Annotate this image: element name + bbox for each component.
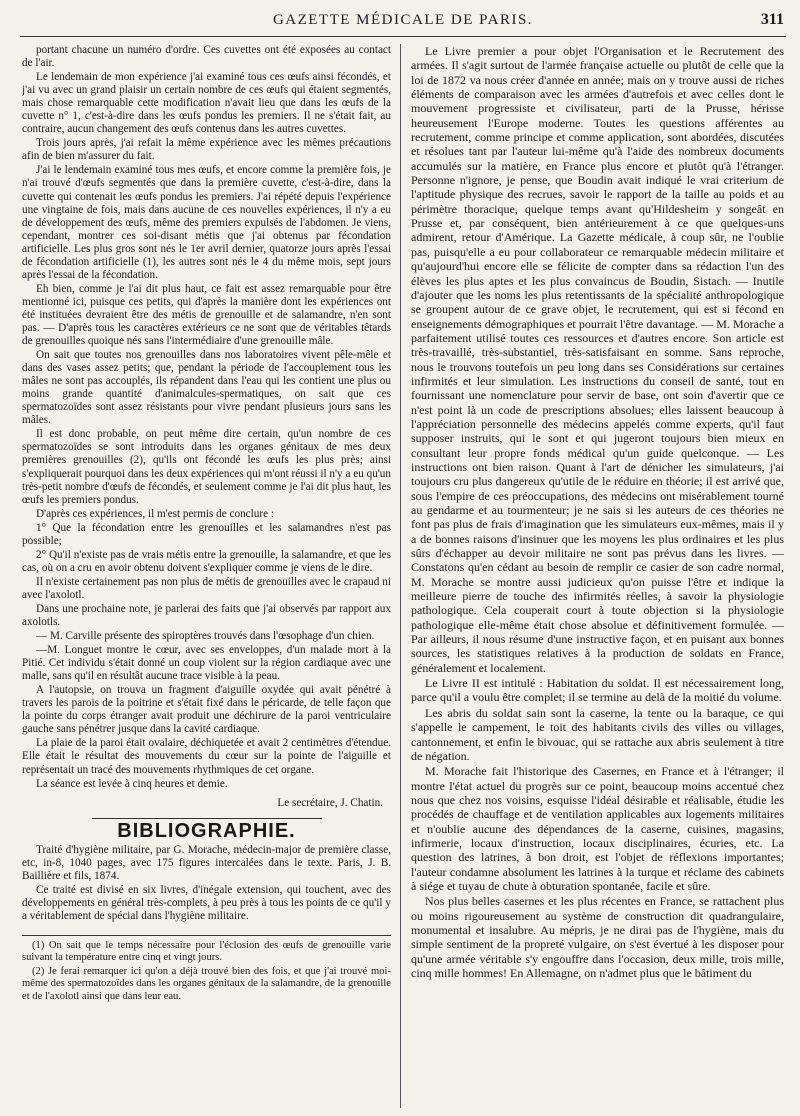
section-divider — [92, 818, 322, 819]
paragraph: Le Livre II est intitulé : Habitation du soldat. Il est nécessairement long, parce qu'il a voulu être complet; il se termine au delà de la moitié du volume. — [411, 676, 784, 705]
paragraph: On sait que toutes nos grenouilles dans nos laboratoires vivent pêle-mêle et dans des vases assez petits; que, pendant la période de l'accouplement tous les mâles ne sont pas accouplés, ils répandent dans l'eau qui les contient une plus ou moins grande quantité d'animalcules-spermatiques, on sait que ces spermatozoïdes sont assez résistants pour vivre pendant plusieurs jours sans les mâles. — [22, 349, 391, 427]
paragraph: — M. Carville présente des spiroptères trouvés dans l'œsophage d'un chien. — [36, 630, 375, 643]
conclusion-item: 2° Qu'il n'existe pas de vrais métis entre la grenouille, la salamandre, et que les cas, où on a cru en avoir obtenu doivent s'expliquer comme je viens de le dire. — [22, 548, 391, 574]
column-divider — [400, 44, 401, 1108]
paragraph: portant chacune un numéro d'ordre. Ces cuvettes ont été exposées au contact de l'air. — [22, 44, 391, 70]
page-header — [20, 10, 786, 37]
footnote: (2) Je ferai remarquer ici qu'on a déjà trouvé bien des fois, et que j'ai trouvé moi-même des spermatozoïdes dans les organes génitaux de la salamandre, de la grenouille et de l'axolotl ainsi que dans leur eau. — [22, 965, 391, 1002]
paragraph: Il est donc probable, on peut même dire certain, qu'un nombre de ces spermatozoïdes se sont introduits dans les organes génitaux de mes deux premières grenouilles (2), qu'ils ont fécondé les œufs les plus près; ainsi s'expliquerait pourquoi dans les deux expériences qui m'ont réussi il n'y a eu qu'un très-petit nombre d'œufs de fécondés, et seulement comme je l'ai dit plus haut, les œufs les premiers pondus. — [22, 428, 391, 506]
paragraph: M. Morache fait l'historique des Casernes, en France et à l'étranger; il montre l'état actuel du progrès sur ce point, beaucoup moins accentué chez nous que chez nos voisins, esquisse l'idéal désirable et réalisable, étudie les procédés de chauffage et de ventilation applicables aux logements militaires et n'oublie aucune des dépendances de la caserne, cuisines, magasins, infirmerie, locaux d'instruction, locaux disciplinaires, écuries, etc. La question des latrines, à bon droit, est l'objet de réflexions importantes; l'auteur condamne absolument les latrines à la turque et réclame des cabinets à siége et tuyau de chute à obturation spontanée, facile et sûre. — [411, 764, 784, 893]
paragraph: Les abris du soldat sain sont la caserne, la tente ou la baraque, ce qui s'appelle le campement, le toit des habitants civils des villes ou villages, cantonnement, et enfin le bivouac, qui se rattache aux abris seulement à titre de négation. — [411, 705, 784, 763]
bibliography-entry: Traité d'hygiène militaire, par G. Morache, médecin-major de première classe, etc, in-8, 1040 pages, avec 175 figures intercalées dans le texte. Paris, J. B. Baillière et fils, 1874. — [22, 843, 391, 882]
footnote: (1) On sait que le temps nécessaire pour l'éclosion des œufs de grenouille varie suivant la température entre cinq et vingt jours. — [22, 940, 391, 964]
journal-title: GAZETTE MÉDICALE DE PARIS. — [272, 12, 534, 28]
paragraph: La plaie de la paroi était ovalaire, déchiquetée et avait 2 centimètres d'étendue. Elle était le résultat des mouvements du cœur sur la pointe de l'aiguille et représentait un tracé des mouvements rhythmiques de cet organe. — [22, 737, 391, 776]
paragraph: La séance est levée à cinq heures et demie. — [36, 777, 228, 790]
bibliography-heading: BIBLIOGRAPHIE. — [117, 819, 296, 842]
left-column — [22, 44, 391, 1108]
footnotes — [22, 935, 391, 1003]
left-body — [22, 44, 391, 810]
paragraph: J'ai le lendemain examiné tous mes œufs, et encore comme la première fois, je n'ai trouvé d'œufs segmentés que dans la première cuvette, c'est-à-dire, dans la cuvette qui contenait les œufs pondus les premiers. J'ai répété depuis l'expérience une vingtaine de fois, mais dans aucune de ces nouvelles expériences, il n'y a eu de développement des œufs, même des premiers expulsés de l'abdomen. Je viens, cependant, montrer ces soi-disant métis que j'ai obtenus par fécondation artificielle. Les plus gros sont nés le 1er avril dernier, quatorze jours après l'essai de fécondation artificielle (1), les autres sont nés le 4 du même mois, sept jours après l'essai de la fécondation. — [22, 164, 391, 281]
conclusion-item: 1° Que la fécondation entre les grenouilles et les salamandres n'est pas possible; — [22, 521, 391, 547]
paragraph: Trois jours après, j'ai refait la même expérience avec les mêmes précautions afin de bien m'assurer du fait. — [22, 137, 391, 163]
paragraph: A l'autopsie, on trouva un fragment d'aiguille oxydée qui avait pénétré à travers les parois de la poitrine et s'était fixé dans le péricarde, de telle façon que la pointe du corps étranger avait produit une déchirure de la paroi ventriculaire gauche sans pénétrer jusque dans la cavité cardiaque. — [22, 684, 391, 736]
secretary-signature: Le secrétaire, J. Chatin. — [277, 796, 383, 809]
paragraph: Il n'existe certainement pas non plus de métis de grenouilles avec le crapaud ni avec l'axolotl. — [22, 575, 391, 601]
paragraph: Eh bien, comme je l'ai dit plus haut, ce fait est assez remarquable pour être mentionné ici, puisque ces petits, qui d'après la manière dont les expériences ont été instituées devraient être des métis de grenouille et de salamandre, n'en sont pas. — D'après tous les caractères extérieurs ce ne sont que de véritables têtards de grenouilles quoique nés sans l'intermédiaire d'une grenouille mâle. — [22, 282, 391, 348]
paragraph: Ce traité est divisé en six livres, d'inégale extension, qui touchent, avec des développements en général très-complets, à peu près à tous les points de ce qu'il y a véritablement de spécial dans l'hygiène militaire. — [22, 883, 391, 922]
page-number: 311 — [760, 11, 784, 28]
paragraph: Le lendemain de mon expérience j'ai examiné tous ces œufs ainsi fécondés, et j'ai vu avec un grand plaisir un certain nombre de ces œufs qui étaient segmentés, mais chose remarquable cette modification n'avait lieu que dans les œufs de la cuvette n° 1, c'est-à-dire dans les œufs pondus les premiers. Il ne s'était fait, au contraire, aucun changement des œufs contenus dans les autres cuvettes. — [22, 71, 391, 136]
paragraph: Le Livre premier a pour objet l'Organisation et le Recrutement des armées. Il s'agit surtout de l'armée française actuelle ou plutôt de celle que la loi de 1872 va nous créer d'année en année; mais on y trouve aussi de riches éléments de comparaison avec les armées d'autrefois et avec celles dont le mouvement progressiste et civilisateur, parti de la Prusse, hérisse heureusement l'Europe moderne. Toutes les questions afférentes au recrutement, comme principe et comme application, sont abordées, discutées et résolues tant par l'auteur lui-même qu'à l'aide des nombreux documents accumulés sur la matière, en France plus encore et plutôt qu'à l'étranger. Personne n'ignore, je pense, que Boudin avait indiqué le vrai criterium de l'aptitude physique des recrues, savoir le rapport de la taille au poids et au périmètre thoracique, quelque temps avant qu'Hildesheim y songeât en Prusse et, par conséquent, bien antérieurement à ce que quelques-uns admirent, retour d'Amérique. La Gazette médicale, à coup sûr, ne l'oublie pas, puisqu'elle a eu pour collaborateur ce remarquable médecin militaire et qu'aujourd'hui encore elle se félicite de compter dans sa rédaction l'un des élèves les plus aptes et les plus convaincus de Boudin, Sistach. — Inutile d'ajouter que les noms les plus retentissants de la spécialité anthropologique se groupent autour de ce grave objet, le recrutement, qui est si fécond en enseignements démographiques et pourrait l'être davantage. — M. Morache a parfaitement utilisé toutes ces ressources et d'autres encore. Son article est très-travaillé, très-substantiel, très-satisfaisant en somme. Sans reproche, nous le trouvons toutefois un peu long dans ses Considérations sur certaines infirmités et leur simulation. Les instructions du conseil de santé, tout en fournissant une nomenclature pour servir de base, ont soin d'avertir que ce n'est point là un code de prescriptions absolues; elles laissent beaucoup à l'appréciation personnelle des médecins appelés comme experts, qu'il faut supposer instruits, qui le sont et qui jugeront toujours bien mieux en consultant leur propre fonds médical qu'un guide quelconque. — Les instructions ont bien raison. Quant à l'art de dénicher les simulateurs, j'ai toujours cru plus dangereux qu'utile de le réduire en théorie; il est arrivé que, sous l'empire de ces préoccupations, des médecins ont misérablement tourné au gendarme et au tourmenteur; je ne sais si les auteurs de ces théories ne font pas plus de frais d'imagination que les simulateurs eux-mêmes, mais il y a de bonnes raisons d'insinuer que les moyens les plus ordinaires et les plus sûrs d'échapper au devoir militaire ne sont pas prévus dans les livres. — Constatons qu'en cédant au besoin de remplir ce casier de son cadre normal, M. Morache se montre aussi judicieux qu'on puisse l'être et indique la meilleure pierre de touche des infirmités réelles, à savoir la physiologie pathologique. Cela couperait court à toute objection si la physiologie pathologique elle-même était chose absolue et définitivement formulée. — Par ailleurs, il nous résume d'une instructive façon, et en puisant aux bonnes sources, les statistiques relatives à la production de soldats en France, généralement et localement. — [411, 44, 784, 675]
right-column — [411, 44, 784, 1108]
paragraph: —M. Longuet montre le cœur, avec ses enveloppes, d'un malade mort à la Pitié. Cet individu s'était donné un coup violent sur la région cardiaque avec une malle, sans qu'il en résultât aucune trace visible à la peau. — [22, 644, 391, 683]
paragraph: Nos plus belles casernes et les plus récentes en France, se rattachent plus ou moins rigoureusement au système de construction dit quadrangulaire, monumental et insalubre. Au mépris, je ne dirai pas de l'hygiène, mais du simple sentiment de la propreté vulgaire, on s'est évertué à les disposer pour qu'une armée véritable s'y engouffre dans l'occasion, deux mille, trois mille, cinq mille hommes! En Allemagne, on n'admet plus que le bâtiment du — [411, 894, 784, 980]
paragraph: D'après ces expériences, il m'est permis de conclure : — [36, 507, 274, 520]
paragraph: Dans une prochaine note, je parlerai des faits que j'ai observés par rapport aux axolotls. — [22, 602, 391, 629]
